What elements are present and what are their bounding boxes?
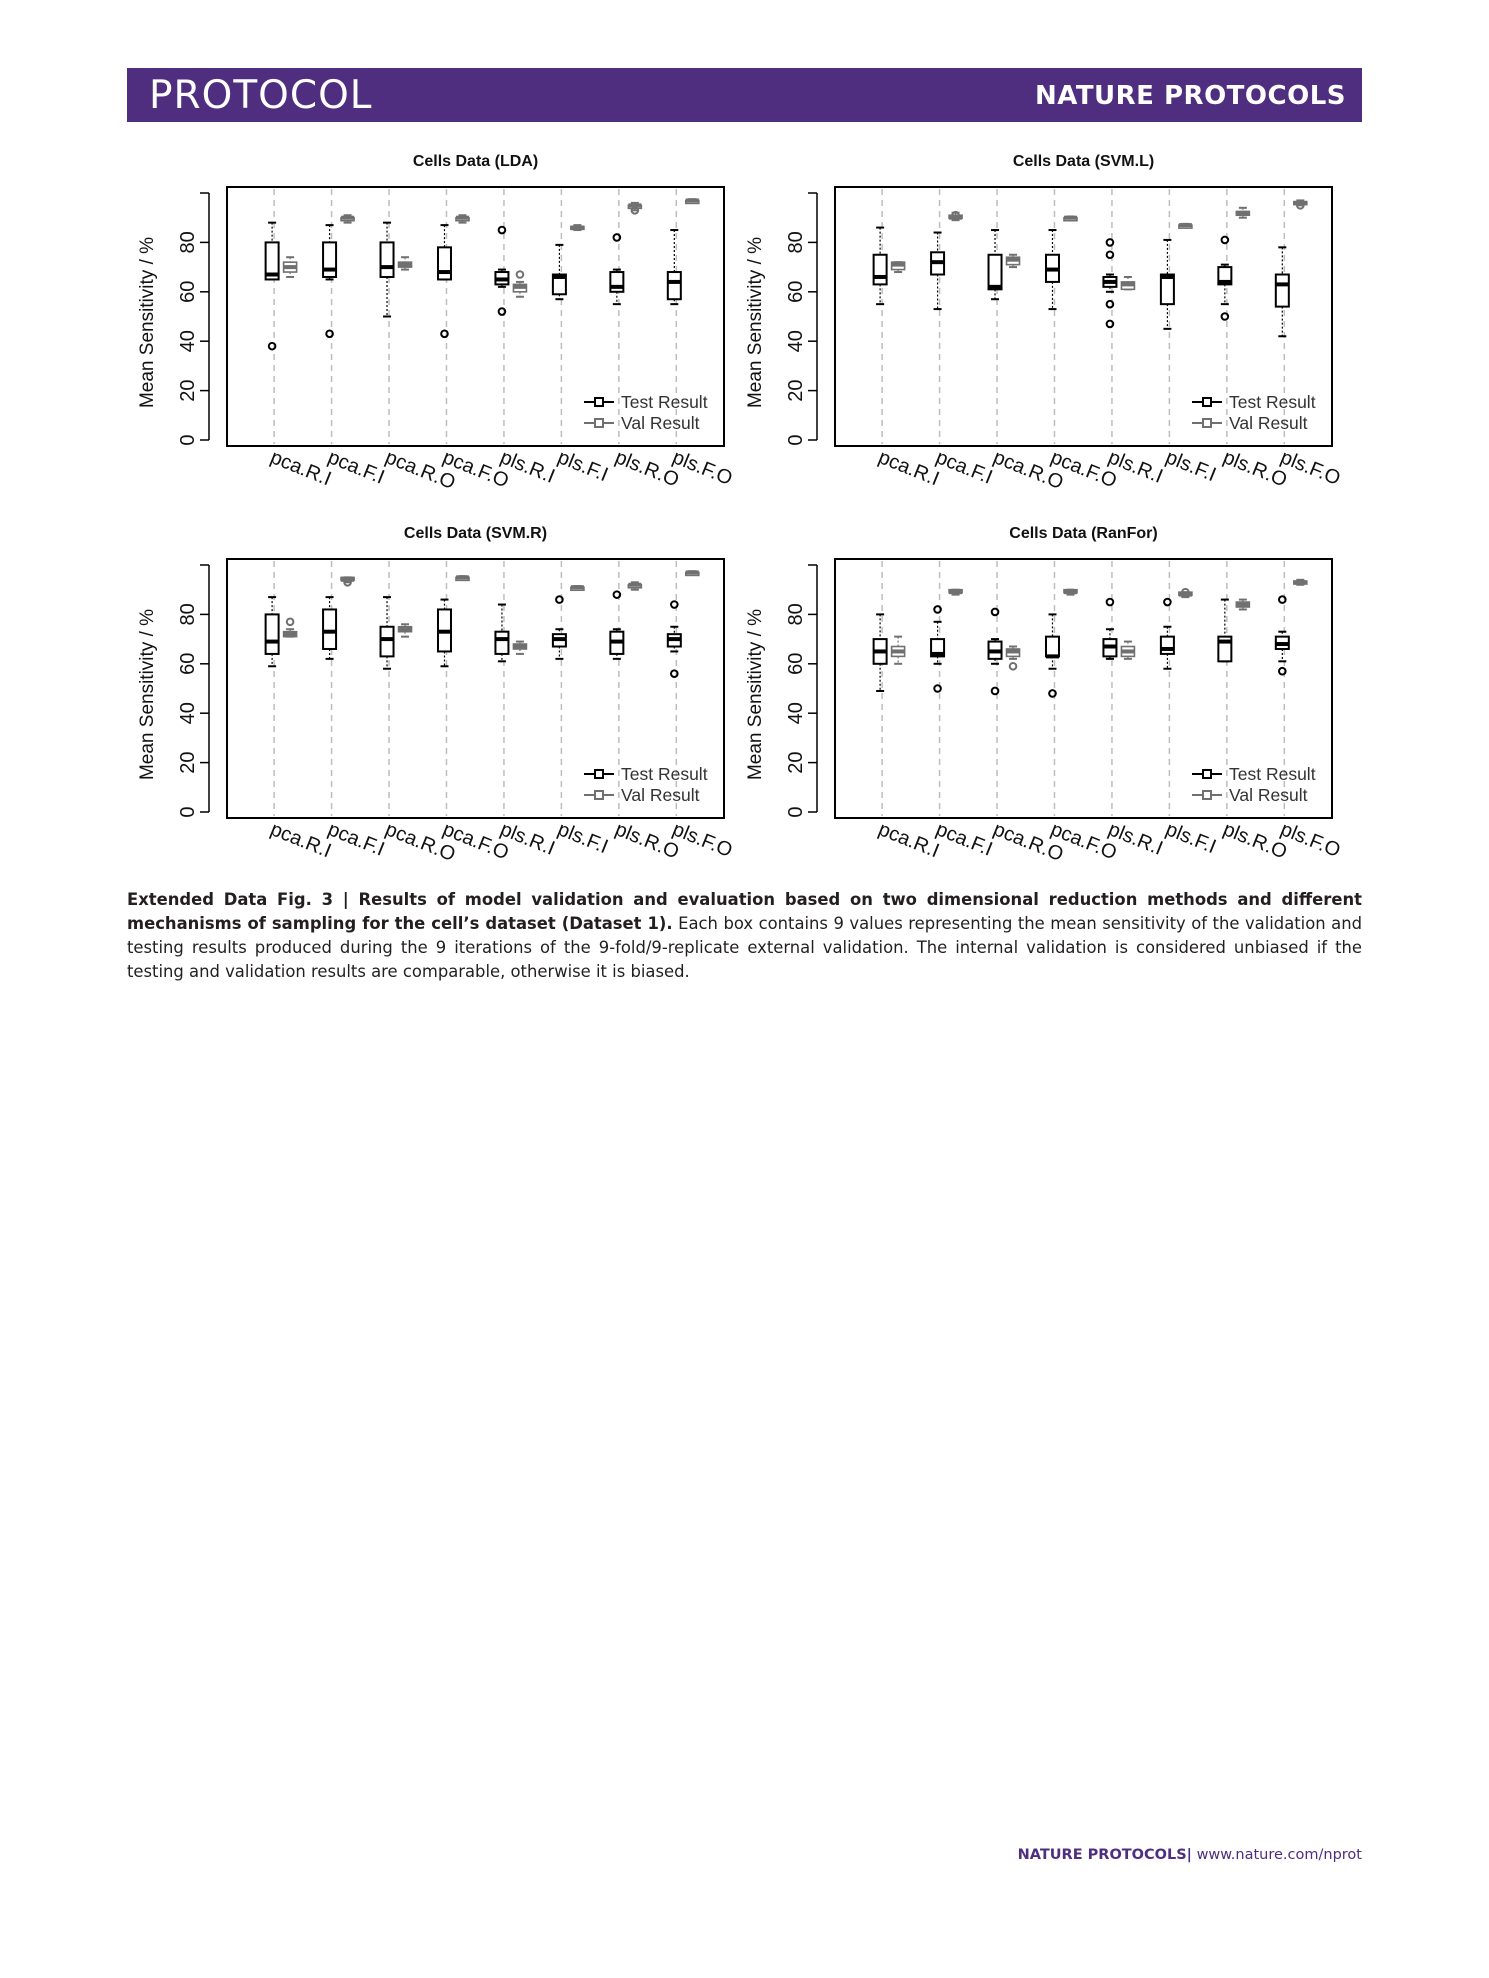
outlier-point <box>1279 596 1286 603</box>
outlier-point <box>1164 599 1171 606</box>
outlier-point <box>671 670 678 677</box>
outlier-point <box>517 271 524 278</box>
box <box>1046 637 1059 657</box>
outlier-point <box>934 606 941 613</box>
outlier-point <box>556 596 563 603</box>
chart-lda <box>127 140 736 510</box>
y-axis-label: Mean Sensitivity / % <box>745 608 766 781</box>
x-tick-label: pca.F.I <box>932 446 996 489</box>
y-tick-label: 40 <box>785 330 807 353</box>
x-tick-label: pca.F.O <box>439 446 512 493</box>
box <box>495 632 508 654</box>
x-tick-label: pca.R.O <box>382 446 459 495</box>
outlier-point <box>934 685 941 692</box>
y-tick-label: 60 <box>785 652 807 675</box>
x-tick-label: pls.F.O <box>1277 818 1344 862</box>
legend-label: Test Result <box>621 764 708 784</box>
box <box>438 247 451 279</box>
box <box>668 272 681 299</box>
x-tick-label: pls.R.O <box>1219 818 1291 864</box>
legend-marker <box>595 770 603 778</box>
x-tick-label: pls.F.I <box>554 818 612 859</box>
outlier-point <box>1222 237 1229 244</box>
outlier-point <box>1222 313 1229 320</box>
legend-marker <box>595 419 603 427</box>
x-tick-label: pca.R.O <box>382 818 459 867</box>
x-tick-label: pls.R.I <box>497 818 558 860</box>
x-tick-label: pls.F.I <box>1162 818 1220 859</box>
x-tick-label: pca.R.O <box>990 818 1067 867</box>
outlier-point <box>499 308 506 315</box>
y-tick-label: 0 <box>785 434 807 446</box>
box <box>381 242 394 277</box>
outlier-point <box>1279 668 1286 675</box>
y-tick-label: 60 <box>177 652 199 675</box>
x-tick-label: pls.R.I <box>1105 818 1166 860</box>
chart-ranfor <box>735 512 1344 882</box>
footer-separator: | <box>1186 1847 1192 1863</box>
outlier-point <box>269 343 276 350</box>
y-tick-label: 20 <box>177 751 199 774</box>
chart-panel-lda <box>127 140 736 510</box>
legend-label: Val Result <box>621 413 700 433</box>
x-tick-label: pls.R.O <box>611 446 683 492</box>
x-tick-label: pls.R.I <box>497 446 558 488</box>
outlier-point <box>614 591 621 598</box>
y-tick-label: 0 <box>177 434 199 446</box>
legend-label: Val Result <box>1229 785 1308 805</box>
y-tick-label: 80 <box>177 231 199 254</box>
y-axis-label: Mean Sensitivity / % <box>745 236 766 409</box>
x-tick-label: pca.R.I <box>875 818 943 863</box>
y-tick-label: 60 <box>177 280 199 303</box>
x-tick-label: pca.F.I <box>324 818 388 861</box>
outlier-point <box>499 227 506 234</box>
caption-lead: Extended Data Fig. 3 | Results of model validation and evaluation based on two dimensional reduction methods and different mechanisms of sampling for the cell’s dataset (Dataset 1). <box>127 890 1362 933</box>
box <box>1161 637 1174 654</box>
x-tick-label: pls.R.I <box>1105 446 1166 488</box>
y-tick-label: 60 <box>785 280 807 303</box>
box <box>323 242 336 277</box>
y-tick-label: 20 <box>785 751 807 774</box>
y-tick-label: 40 <box>177 330 199 353</box>
outlier-point <box>1107 301 1114 308</box>
legend-label: Val Result <box>1229 413 1308 433</box>
x-tick-label: pca.F.O <box>1047 446 1120 493</box>
legend-marker <box>595 398 603 406</box>
outlier-point <box>1107 239 1114 246</box>
outlier-point <box>992 609 999 616</box>
y-axis-label: Mean Sensitivity / % <box>137 608 158 781</box>
x-tick-label: pls.F.O <box>669 818 736 862</box>
y-tick-label: 80 <box>177 603 199 626</box>
legend-marker <box>1203 419 1211 427</box>
legend-label: Test Result <box>621 392 708 412</box>
box <box>989 255 1002 290</box>
y-tick-label: 20 <box>177 379 199 402</box>
box <box>266 614 279 654</box>
chart-panel-ranfor <box>735 512 1344 882</box>
chart-panel-svmr <box>127 512 736 882</box>
chart-svmr <box>127 512 736 882</box>
outlier-point <box>671 601 678 608</box>
x-tick-label: pca.F.I <box>324 446 388 489</box>
y-tick-label: 20 <box>785 379 807 402</box>
outlier-point <box>1107 321 1114 328</box>
legend-marker <box>595 791 603 799</box>
outlier-point <box>1107 599 1114 606</box>
outlier-point <box>1010 663 1017 670</box>
legend-marker <box>1203 398 1211 406</box>
chart-title: Cells Data (SVM.L) <box>1012 153 1155 170</box>
outlier-point <box>287 619 294 626</box>
box <box>323 609 336 649</box>
x-tick-label: pca.R.I <box>875 446 943 491</box>
outlier-point <box>614 234 621 241</box>
legend-marker <box>1203 791 1211 799</box>
legend-label: Val Result <box>621 785 700 805</box>
box <box>381 627 394 657</box>
outlier-point <box>441 330 448 337</box>
y-tick-label: 80 <box>785 231 807 254</box>
x-tick-label: pls.F.O <box>1277 446 1344 490</box>
x-tick-label: pca.F.O <box>439 818 512 865</box>
legend-label: Test Result <box>1229 392 1316 412</box>
x-tick-label: pca.R.I <box>267 446 335 491</box>
box <box>1276 275 1289 307</box>
journal-name: NATURE PROTOCOLS <box>1034 81 1346 111</box>
chart-title: Cells Data (LDA) <box>412 153 539 170</box>
x-tick-label: pls.F.O <box>669 446 736 490</box>
y-tick-label: 40 <box>177 702 199 725</box>
section-label: PROTOCOL <box>149 73 373 118</box>
figure-caption <box>127 888 1362 984</box>
chart-panel-svml <box>735 140 1344 510</box>
legend-label: Test Result <box>1229 764 1316 784</box>
x-tick-label: pca.F.O <box>1047 818 1120 865</box>
outlier-point <box>992 688 999 695</box>
outlier-point <box>326 330 333 337</box>
caption-body: Each box contains 9 values representing the mean sensitivity of the validation and testing results produced during the 9 iterations of the 9-fold/9-replicate external validation. The internal validation is considered unbiased if the testing and validation results are comparable, otherwise it is biased. <box>127 914 1362 981</box>
legend-marker <box>1203 770 1211 778</box>
footer-url-link[interactable]: www.nature.com/nprot <box>1196 1847 1362 1863</box>
box <box>874 255 887 285</box>
header-bar <box>127 68 1362 122</box>
y-tick-label: 0 <box>177 806 199 818</box>
x-tick-label: pls.R.O <box>1219 446 1291 492</box>
outlier-point <box>1107 251 1114 258</box>
chart-title: Cells Data (RanFor) <box>1009 525 1158 542</box>
page-footer <box>1018 1847 1362 1863</box>
x-tick-label: pls.F.I <box>554 446 612 487</box>
x-tick-label: pls.F.I <box>1162 446 1220 487</box>
chart-title: Cells Data (SVM.R) <box>403 525 548 542</box>
y-tick-label: 40 <box>785 702 807 725</box>
x-tick-label: pca.R.O <box>990 446 1067 495</box>
x-tick-label: pca.F.I <box>932 818 996 861</box>
y-tick-label: 80 <box>785 603 807 626</box>
chart-svml <box>735 140 1344 510</box>
footer-journal: NATURE PROTOCOLS <box>1017 1847 1187 1863</box>
outlier-point <box>1049 690 1056 697</box>
y-axis-label: Mean Sensitivity / % <box>137 236 158 409</box>
x-tick-label: pca.R.I <box>267 818 335 863</box>
x-tick-label: pls.R.O <box>611 818 683 864</box>
y-tick-label: 0 <box>785 806 807 818</box>
